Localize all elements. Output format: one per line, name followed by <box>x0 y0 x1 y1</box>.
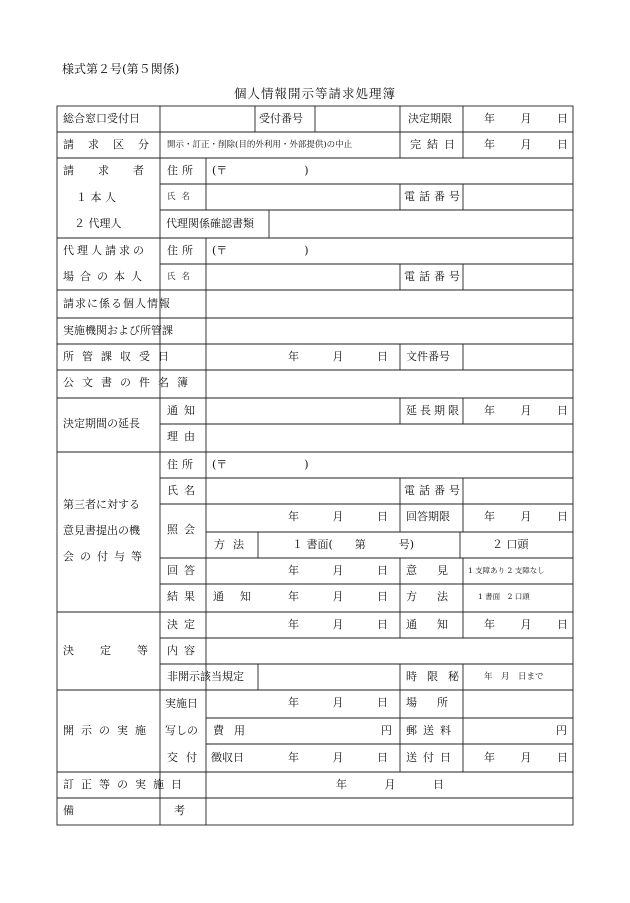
principal-postal-code-mark: (〒 ) <box>212 244 309 257</box>
time-limited-secret-label: 時限秘 <box>406 670 469 683</box>
cost-yen: 円 <box>381 724 392 737</box>
public-doc-register-label: 公文書の件名簿 <box>63 376 196 389</box>
address-label: 住所 <box>167 164 197 177</box>
principal-label-line2: 場合の本人 <box>63 270 148 283</box>
answer-date: 年 月 日 <box>288 564 388 577</box>
requester-option-self: １ 本 人 <box>76 191 116 204</box>
decision-notice-label: 通知 <box>406 618 468 631</box>
extended-deadline-date: 年 月 日 <box>484 404 568 417</box>
decision-notice-date: 年 月 日 <box>484 618 568 631</box>
cost-label: 費用 <box>213 724 255 737</box>
extended-deadline-label: 延長期限 <box>406 404 462 417</box>
result-method-options: 1 書面 2 口頭 <box>478 592 530 601</box>
correction-label: 訂正等の実施日 <box>63 778 189 791</box>
result-notice-label: 通知 <box>213 590 267 603</box>
inquiry-date: 年 月 日 <box>288 510 388 523</box>
receipt-number-label: 受付番号 <box>259 112 303 125</box>
copy-delivery-label-line2: 交付 <box>167 751 205 764</box>
page-title: 個人情報開示等請求処理簿 <box>233 86 396 101</box>
implementation-date: 年 月 日 <box>288 696 388 709</box>
method-oral-option: ２ 口頭 <box>492 538 529 551</box>
decision-deadline-label: 決定期限 <box>408 112 452 125</box>
decision-cell-label: 決定 <box>167 618 201 631</box>
remarks-label: 備考 <box>63 804 285 817</box>
decision-deadline-date: 年 月 日 <box>484 112 568 125</box>
content-label: 内容 <box>167 644 201 657</box>
nondisclosure-rule-label: 非開示該当規定 <box>167 670 244 683</box>
personal-info-label: 請求に係る個人情報 <box>63 297 171 310</box>
requester-label: 請求者 <box>63 164 168 177</box>
postal-code-mark: (〒 ) <box>212 164 309 177</box>
document-number-label: 文件番号 <box>406 350 450 363</box>
request-type-label: 請求区分 <box>63 138 163 151</box>
request-type-options: 開示・訂正・削除(目的外利用・外部提供)の中止 <box>167 140 353 150</box>
implementing-agency-label: 実施機関および所管課 <box>63 324 173 337</box>
principal-address-label: 住所 <box>167 244 197 257</box>
inquiry-method-label: 方法 <box>214 538 252 551</box>
phone-label: 電話番号 <box>404 190 464 203</box>
third-party-phone-label: 電話番号 <box>404 484 464 497</box>
agent-confirmation-doc-label: 代理関係確認書類 <box>166 217 254 230</box>
requester-option-agent: ２ 代理人 <box>74 217 122 230</box>
principal-label-line1: 代理人請求の <box>63 244 147 257</box>
principal-name-label: 氏名 <box>167 272 197 282</box>
dept-receipt-date-label: 所管課収受日 <box>63 350 177 363</box>
copy-delivery-label-line1: 写しの <box>165 724 198 737</box>
result-notice-date: 年 月 日 <box>288 590 388 603</box>
postage-yen: 円 <box>556 724 567 737</box>
collection-date-label: 徴収日 <box>211 751 244 764</box>
principal-phone-label: 電話番号 <box>404 270 464 283</box>
reason-label: 理由 <box>167 430 201 443</box>
completion-date: 年 月 日 <box>484 138 568 151</box>
result-label: 結果 <box>167 590 201 603</box>
third-party-address-label: 住所 <box>167 458 197 471</box>
disclosure-label: 開示の実施 <box>63 724 153 737</box>
place-label: 場所 <box>406 696 468 709</box>
decision-label: 決定等 <box>63 644 174 657</box>
correction-date: 年 月 日 <box>336 778 444 791</box>
third-party-label-line1: 第三者に対する <box>63 498 140 511</box>
completion-date-label: 完結日 <box>410 138 461 151</box>
answer-label: 回答 <box>167 564 201 577</box>
inquiry-label: 照会 <box>167 523 201 536</box>
window-receipt-date-label: 総合窓口受付日 <box>63 112 140 125</box>
third-party-label-line3: 会の付与等 <box>63 550 148 563</box>
decision-date: 年 月 日 <box>288 618 388 631</box>
dispatch-date: 年 月 日 <box>484 751 568 764</box>
third-party-label-line2: 意見書提出の機 <box>63 524 140 537</box>
collection-date: 年 月 日 <box>288 751 388 764</box>
answer-deadline-label: 回答期限 <box>406 510 450 523</box>
postage-label: 郵送料 <box>406 724 457 737</box>
dispatch-date-label: 送付日 <box>406 751 457 764</box>
result-method-label: 方法 <box>406 590 468 603</box>
third-party-postal-code-mark: (〒 ) <box>212 458 309 471</box>
extension-notice-label: 通知 <box>167 404 201 417</box>
third-party-name-label: 氏名 <box>167 484 201 497</box>
answer-deadline-date: 年 月 日 <box>484 510 568 523</box>
name-label: 氏名 <box>167 192 197 202</box>
opinion-options: 1 支障あり 2 支障なし <box>468 566 545 575</box>
method-written-option: １ 書面( 第 号) <box>292 538 415 551</box>
form-number: 様式第２号(第５関係) <box>62 62 180 76</box>
dept-receipt-date: 年 月 日 <box>288 350 388 363</box>
opinion-label: 意見 <box>406 564 468 577</box>
secret-until-date: 年 月 日まで <box>484 672 544 682</box>
extension-label: 決定期間の延長 <box>63 417 140 430</box>
implementation-date-label: 実施日 <box>165 697 198 710</box>
